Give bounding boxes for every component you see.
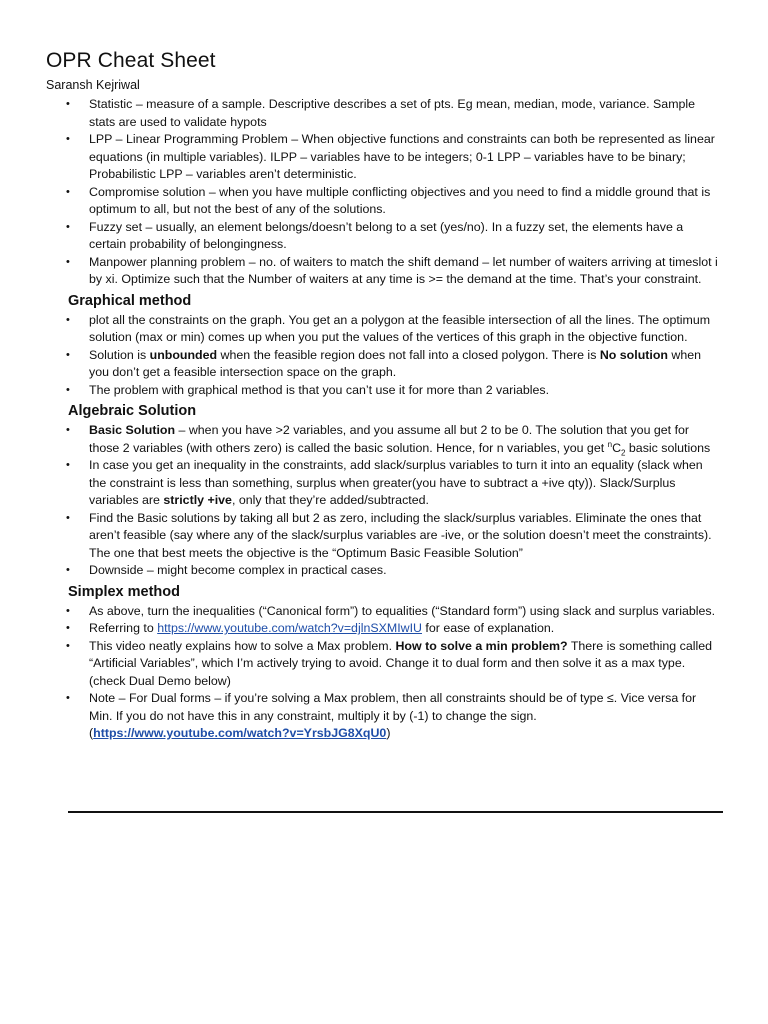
subscript: 2: [621, 447, 626, 457]
bold-term-min-problem: How to solve a min problem?: [395, 638, 568, 653]
text-run: for ease of explanation.: [421, 621, 555, 635]
bullet-icon: •: [66, 424, 70, 436]
text-run: basic solutions: [625, 440, 711, 455]
bullet-icon: •: [66, 98, 70, 110]
list-item-text: Manpower planning problem – no. of waiters to match the shift demand – let number of waiters arriving at timeslot i by xi. Optimize such that the Number of waiters at any time is >= the demand at the time. That’s your constraint.: [89, 254, 718, 286]
horizontal-divider: [68, 811, 723, 813]
list-item: [46, 457, 722, 510]
section-heading-simplex: Simplex method: [68, 583, 180, 600]
bold-term-unbounded: unbounded: [149, 347, 218, 362]
list-item-text: Compromise solution – when you have multiple conflicting objectives and you need to find a middle ground that is optimum to all, but not the best of any of the solutions.: [89, 184, 711, 216]
bullet-icon: •: [66, 622, 70, 634]
list-item: [46, 382, 722, 400]
list-item-text: [89, 457, 722, 510]
superscript: n: [607, 439, 613, 449]
list-item: [46, 562, 722, 580]
list-item-text: [89, 422, 722, 457]
list-item-text: Find the Basic solutions by taking all but 2 as zero, including the slack/surplus variables. Eliminate the ones that aren’t feasible (say where any of the slack/surplus variables are -ive, or the solution doesn’t meet the constraints). The one that best meets the objective is the “Optimum Basic Feasible Solution”: [89, 510, 712, 560]
page-title: OPR Cheat Sheet: [46, 49, 216, 72]
bullet-icon: •: [66, 255, 70, 268]
list-item: [46, 347, 722, 382]
list-item-text: The problem with graphical method is that you can’t use it for more than 2 variables.: [89, 382, 550, 397]
list-item-text: Statistic – measure of a sample. Descriptive describes a set of pts. Eg mean, median, mode, variance. Sample stats are used to validate hypots: [89, 97, 696, 129]
bullet-icon: •: [66, 604, 70, 617]
bullet-icon: •: [66, 692, 70, 704]
list-item: [46, 638, 722, 691]
text-run: ): [386, 726, 391, 740]
text-run: Note – For Dual forms – if you’re solving a Max problem, then all constraints should be of type ≤. Vice versa for Min. If you do not have this in any constraint, multiply it by (-1) to change the sign. (: [89, 691, 697, 740]
text-run: Solution is: [89, 347, 150, 362]
author-name: Saransh Kejriwal: [46, 78, 140, 92]
section-heading-algebraic: Algebraic Solution: [68, 403, 197, 419]
list-item-text: As above, turn the inequalities (“Canonical form”) to equalities (“Standard form”) using slack and surplus variables.: [89, 603, 716, 618]
bullet-icon: •: [66, 133, 70, 145]
list-item-text: Fuzzy set – usually, an element belongs/doesn’t belong to a set (yes/no). In a fuzzy set, the elements have a certain probability of belongingness.: [89, 219, 684, 251]
list-item: [46, 312, 722, 347]
text-run: There is something called “Artificial Variables”, which I’m actively trying to avoid. Change it to dual form and then solve it as a max type. (check Dual Demo below): [89, 638, 713, 688]
text-run: , only that they’re added/subtracted.: [231, 493, 429, 507]
list-item-text: Downside – might become complex in practical cases.: [89, 563, 387, 577]
bullet-icon: •: [66, 383, 70, 396]
bullet-icon: •: [66, 564, 70, 576]
list-item-text: plot all the constraints on the graph. You get an a polygon at the feasible intersection of all the lines. The optimum solution (max or min) comes up when you put the values of the vertices of this graph in the objective function.: [89, 312, 711, 344]
list-item: [46, 510, 722, 563]
simplex-list: [46, 603, 722, 743]
list-item: [46, 422, 722, 457]
list-item-text: [89, 620, 722, 638]
bold-term-basic-solution: Basic Solution: [89, 423, 176, 437]
text-run: This video neatly explains how to solve a Max problem.: [89, 638, 396, 653]
list-item: [46, 219, 722, 254]
bold-term-no-solution: No solution: [599, 347, 668, 362]
text-run: C: [612, 440, 622, 455]
bullet-icon: •: [66, 220, 70, 233]
list-item: [46, 603, 722, 621]
bullet-icon: •: [66, 459, 70, 471]
list-item-text: [89, 690, 722, 743]
bullet-icon: •: [66, 185, 70, 198]
bold-term-strictly-positive: strictly +ive: [163, 493, 232, 507]
text-run: Referring to: [89, 621, 158, 635]
list-item-text: [89, 638, 722, 691]
section-heading-graphical: Graphical method: [68, 292, 192, 309]
text-run: In case you get an inequality in the constraints, add slack/surplus variables to turn it into an equality (slack when the constraint is less than something, surplus when greater(you have to subtract a +ive qty)). Slack/Surplus variables are: [89, 458, 703, 507]
list-item-text: [89, 347, 722, 382]
graphical-list: [46, 312, 722, 400]
list-item: [46, 184, 722, 219]
text-run: – when you have >2 variables, and you assume all but 2 to be 0. The solution that you get for those 2 variables (with others zero) is called the basic solution. Hence, for n variables, you get: [89, 423, 690, 455]
text-run: when the feasible region does not fall into a closed polygon. There is: [217, 347, 600, 362]
list-item: [46, 254, 722, 289]
bullet-icon: •: [66, 348, 70, 361]
list-item: [46, 96, 722, 131]
list-item: [46, 131, 722, 184]
bullet-icon: •: [66, 511, 70, 524]
bullet-icon: •: [66, 639, 70, 652]
algebraic-list: [46, 422, 722, 580]
bullet-icon: •: [66, 313, 70, 326]
list-item: [46, 620, 722, 638]
intro-list: [46, 96, 722, 289]
youtube-link-dual[interactable]: https://www.youtube.com/watch?v=YrsbJG8XqU0: [93, 726, 387, 740]
list-item-text: LPP – Linear Programming Problem – When objective functions and constraints can both be represented as linear equations (in multiple variables). ILPP – variables have to be integers; 0-1 LPP – variables have to be binary; Probabilistic LPP – variables aren’t deterministic.: [89, 132, 715, 181]
list-item: [46, 690, 722, 743]
text-run: when you don’t get a feasible intersection space on the graph.: [89, 347, 702, 379]
youtube-link-simplex[interactable]: https://www.youtube.com/watch?v=djlnSXMIwIU: [157, 621, 422, 635]
